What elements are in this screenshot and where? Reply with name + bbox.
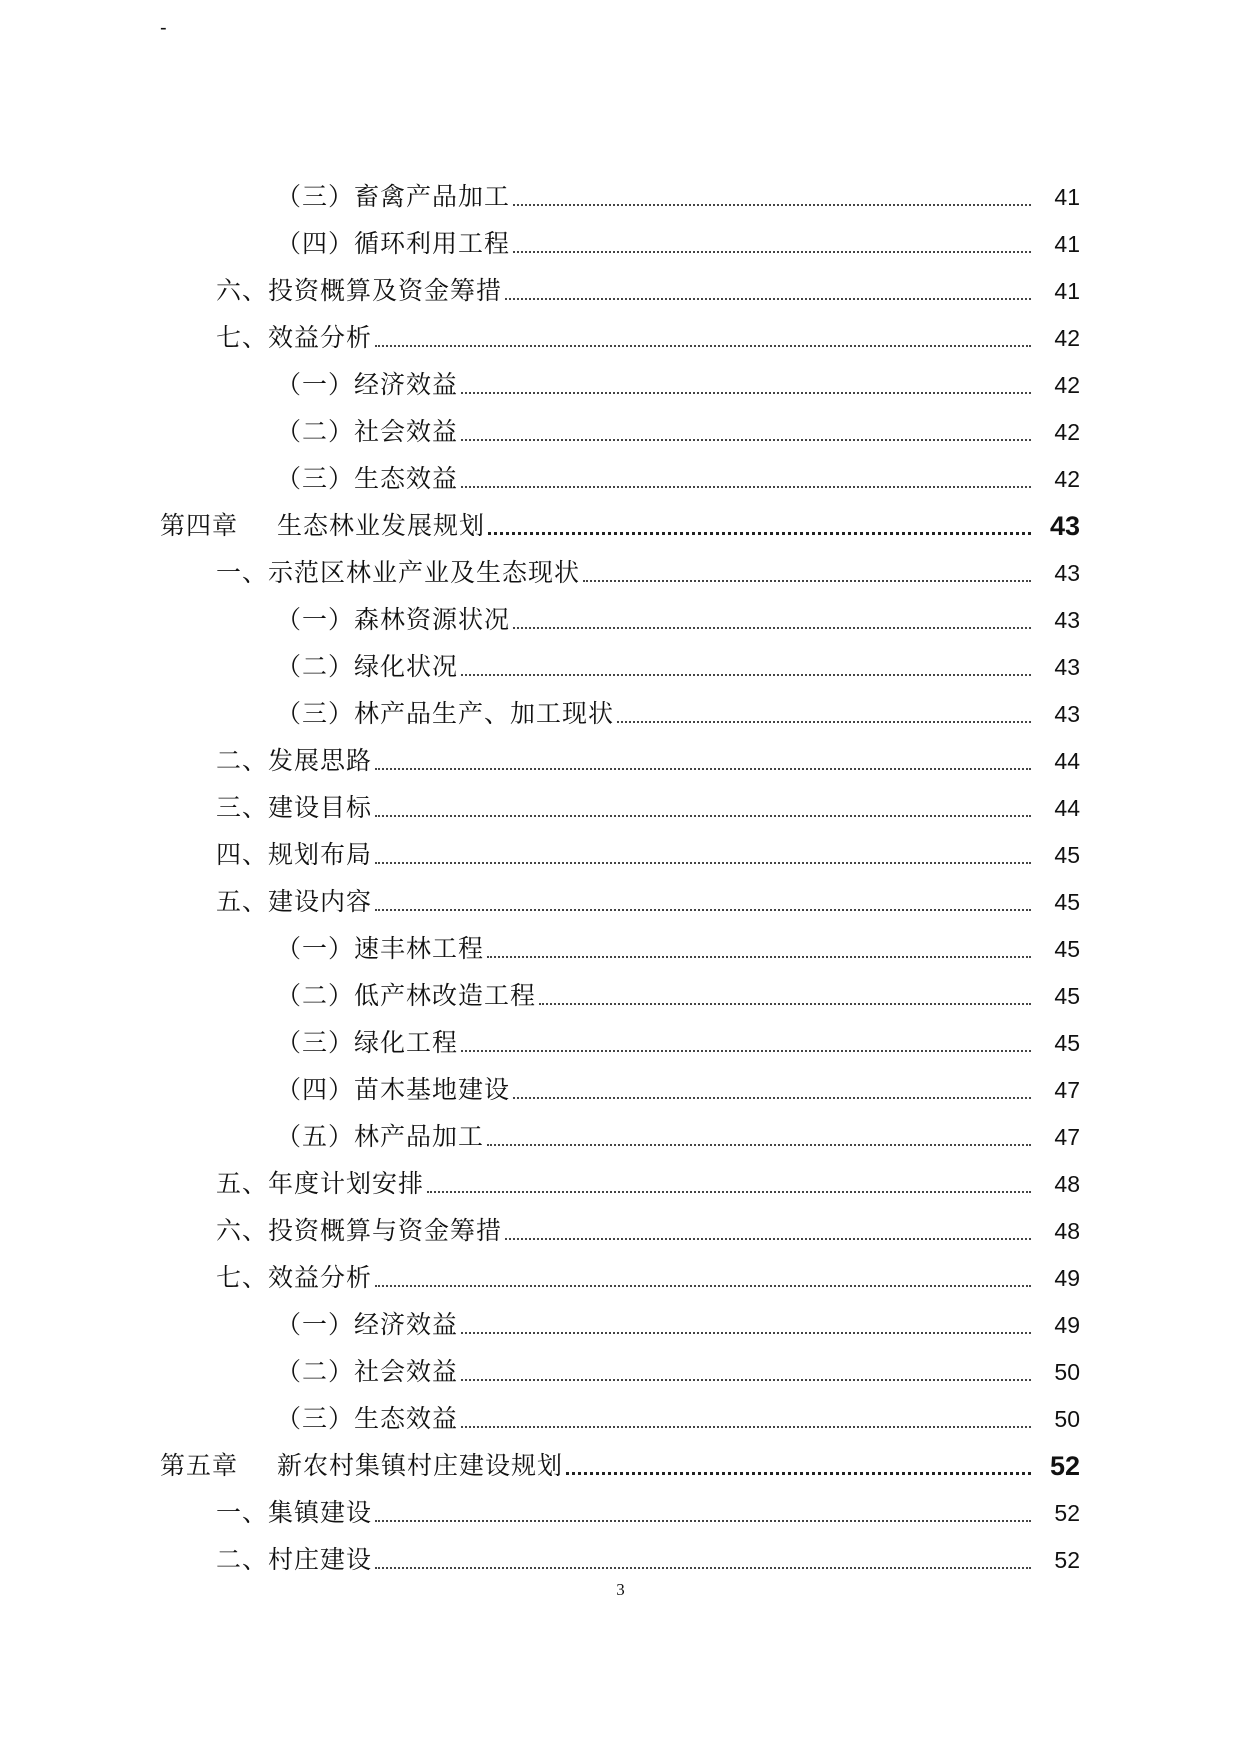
toc-entry-label: （二）低产林改造工程 bbox=[276, 981, 537, 1010]
toc-entry-label: （一）经济效益 bbox=[276, 370, 459, 399]
toc-page-number: 45 bbox=[1054, 842, 1080, 868]
toc-section-entry[interactable] bbox=[0, 259, 1080, 306]
toc-section-entry[interactable] bbox=[0, 729, 1080, 776]
toc-page-number: 45 bbox=[1054, 983, 1080, 1009]
toc-dot-leader bbox=[375, 908, 1031, 911]
table-of-contents bbox=[0, 165, 1241, 1575]
toc-page-number: 47 bbox=[1054, 1077, 1080, 1103]
toc-entry-label: （三）生态效益 bbox=[276, 1404, 459, 1433]
toc-dot-leader bbox=[375, 1284, 1031, 1287]
toc-chapter-number: 第四章 bbox=[160, 511, 239, 540]
toc-entry-label: （四）苗木基地建设 bbox=[276, 1075, 511, 1104]
toc-page-number: 49 bbox=[1054, 1312, 1080, 1338]
toc-entry-label: 二、村庄建设 bbox=[216, 1545, 373, 1574]
toc-page-number: 43 bbox=[1054, 560, 1080, 586]
toc-page-number: 52 bbox=[1054, 1500, 1080, 1526]
toc-subsection-entry[interactable] bbox=[0, 917, 1080, 964]
toc-dot-leader bbox=[375, 814, 1031, 817]
toc-section-entry[interactable] bbox=[0, 1481, 1080, 1528]
toc-entry-label: 五、建设内容 bbox=[216, 887, 373, 916]
toc-dot-leader bbox=[488, 531, 1031, 535]
toc-entry-label: （三）畜禽产品加工 bbox=[276, 182, 511, 211]
toc-page-number: 41 bbox=[1054, 278, 1080, 304]
toc-section-entry[interactable] bbox=[0, 541, 1080, 588]
toc-chapter-number: 第五章 bbox=[160, 1451, 239, 1480]
toc-section-entry[interactable] bbox=[0, 1199, 1080, 1246]
toc-subsection-entry[interactable] bbox=[0, 212, 1080, 259]
toc-entry-label: （一）速丰林工程 bbox=[276, 934, 485, 963]
toc-subsection-entry[interactable] bbox=[0, 1387, 1080, 1434]
toc-dot-leader bbox=[461, 438, 1031, 441]
toc-dot-leader bbox=[487, 1143, 1031, 1146]
toc-entry-label: （三）绿化工程 bbox=[276, 1028, 459, 1057]
toc-page-number: 49 bbox=[1054, 1265, 1080, 1291]
toc-page-number: 41 bbox=[1054, 184, 1080, 210]
page-number: 3 bbox=[616, 1580, 625, 1599]
toc-chapter-entry[interactable] bbox=[0, 494, 1080, 541]
toc-dot-leader bbox=[375, 861, 1031, 864]
toc-subsection-entry[interactable] bbox=[0, 588, 1080, 635]
toc-dot-leader bbox=[461, 391, 1031, 394]
toc-dot-leader bbox=[375, 1519, 1031, 1522]
toc-entry-label: （三）林产品生产、加工现状 bbox=[276, 699, 615, 728]
toc-entry-label: 二、发展思路 bbox=[216, 746, 373, 775]
toc-dot-leader bbox=[566, 1471, 1031, 1475]
toc-dot-leader bbox=[375, 767, 1031, 770]
toc-dot-leader bbox=[513, 1096, 1031, 1099]
toc-entry-label: 四、规划布局 bbox=[216, 840, 373, 869]
toc-page-number: 48 bbox=[1054, 1171, 1080, 1197]
toc-section-entry[interactable] bbox=[0, 306, 1080, 353]
toc-section-entry[interactable] bbox=[0, 870, 1080, 917]
toc-entry-label: （一）经济效益 bbox=[276, 1310, 459, 1339]
toc-page-number: 42 bbox=[1054, 419, 1080, 445]
toc-dot-leader bbox=[583, 579, 1031, 582]
toc-page-number: 43 bbox=[1054, 607, 1080, 633]
toc-dot-leader bbox=[505, 297, 1031, 300]
toc-page-number: 45 bbox=[1054, 1030, 1080, 1056]
toc-page-number: 52 bbox=[1054, 1547, 1080, 1573]
toc-section-entry[interactable] bbox=[0, 1152, 1080, 1199]
toc-subsection-entry[interactable] bbox=[0, 635, 1080, 682]
toc-entry-label: （二）社会效益 bbox=[276, 1357, 459, 1386]
toc-dot-leader bbox=[461, 673, 1031, 676]
toc-dot-leader bbox=[461, 1049, 1031, 1052]
toc-page-number: 42 bbox=[1054, 466, 1080, 492]
toc-entry-label: 一、集镇建设 bbox=[216, 1498, 373, 1527]
toc-page-number: 44 bbox=[1054, 748, 1080, 774]
toc-subsection-entry[interactable] bbox=[0, 964, 1080, 1011]
toc-subsection-entry[interactable] bbox=[0, 353, 1080, 400]
toc-page-number: 45 bbox=[1054, 936, 1080, 962]
toc-dot-leader bbox=[461, 1378, 1031, 1381]
toc-subsection-entry[interactable] bbox=[0, 1293, 1080, 1340]
toc-page-number: 48 bbox=[1054, 1218, 1080, 1244]
toc-dot-leader bbox=[461, 485, 1031, 488]
toc-page-number: 50 bbox=[1054, 1406, 1080, 1432]
toc-dot-leader bbox=[505, 1237, 1031, 1240]
toc-section-entry[interactable] bbox=[0, 776, 1080, 823]
corner-mark: - bbox=[160, 17, 167, 39]
toc-dot-leader bbox=[539, 1002, 1031, 1005]
toc-dot-leader bbox=[375, 344, 1031, 347]
toc-entry-label: （二）绿化状况 bbox=[276, 652, 459, 681]
toc-subsection-entry[interactable] bbox=[0, 165, 1080, 212]
toc-dot-leader bbox=[617, 720, 1031, 723]
toc-chapter-title: 新农村集镇村庄建设规划 bbox=[277, 1451, 564, 1480]
toc-entry-label: （三）生态效益 bbox=[276, 464, 459, 493]
toc-subsection-entry[interactable] bbox=[0, 1058, 1080, 1105]
toc-entry-label: （四）循环利用工程 bbox=[276, 229, 511, 258]
toc-entry-label: 七、效益分析 bbox=[216, 1263, 373, 1292]
toc-subsection-entry[interactable] bbox=[0, 1105, 1080, 1152]
toc-subsection-entry[interactable] bbox=[0, 447, 1080, 494]
toc-entry-label: 三、建设目标 bbox=[216, 793, 373, 822]
toc-page-number: 44 bbox=[1054, 795, 1080, 821]
toc-page-number: 45 bbox=[1054, 889, 1080, 915]
toc-page-number: 47 bbox=[1054, 1124, 1080, 1150]
toc-dot-leader bbox=[375, 1566, 1031, 1569]
toc-entry-label bbox=[160, 1451, 563, 1481]
toc-page-number: 43 bbox=[1049, 511, 1080, 541]
toc-chapter-entry[interactable] bbox=[0, 1434, 1080, 1481]
toc-page-number: 41 bbox=[1054, 231, 1080, 257]
toc-entry-label: 七、效益分析 bbox=[216, 323, 373, 352]
toc-section-entry[interactable] bbox=[0, 1246, 1080, 1293]
toc-page-number: 50 bbox=[1054, 1359, 1080, 1385]
toc-dot-leader bbox=[513, 203, 1031, 206]
toc-entry-label: 六、投资概算及资金筹措 bbox=[216, 276, 503, 305]
toc-entry-label: 六、投资概算与资金筹措 bbox=[216, 1216, 503, 1245]
toc-entry-label bbox=[160, 511, 485, 541]
toc-chapter-title: 生态林业发展规划 bbox=[277, 511, 486, 540]
toc-entry-label: （二）社会效益 bbox=[276, 417, 459, 446]
toc-entry-label: 五、年度计划安排 bbox=[216, 1169, 425, 1198]
toc-page-number: 52 bbox=[1049, 1451, 1080, 1481]
toc-dot-leader bbox=[461, 1331, 1031, 1334]
toc-entry-label: （五）林产品加工 bbox=[276, 1122, 485, 1151]
toc-section-entry[interactable] bbox=[0, 1528, 1080, 1575]
toc-section-entry[interactable] bbox=[0, 823, 1080, 870]
toc-dot-leader bbox=[513, 250, 1031, 253]
toc-page-number: 42 bbox=[1054, 372, 1080, 398]
toc-page-number: 43 bbox=[1054, 701, 1080, 727]
toc-dot-leader bbox=[513, 626, 1031, 629]
toc-subsection-entry[interactable] bbox=[0, 400, 1080, 447]
toc-dot-leader bbox=[427, 1190, 1031, 1193]
toc-subsection-entry[interactable] bbox=[0, 1011, 1080, 1058]
toc-page-number: 42 bbox=[1054, 325, 1080, 351]
toc-subsection-entry[interactable] bbox=[0, 682, 1080, 729]
toc-dot-leader bbox=[487, 955, 1031, 958]
toc-entry-label: （一）森林资源状况 bbox=[276, 605, 511, 634]
toc-subsection-entry[interactable] bbox=[0, 1340, 1080, 1387]
toc-dot-leader bbox=[461, 1425, 1031, 1428]
toc-page-number: 43 bbox=[1054, 654, 1080, 680]
toc-entry-label: 一、示范区林业产业及生态现状 bbox=[216, 558, 581, 587]
